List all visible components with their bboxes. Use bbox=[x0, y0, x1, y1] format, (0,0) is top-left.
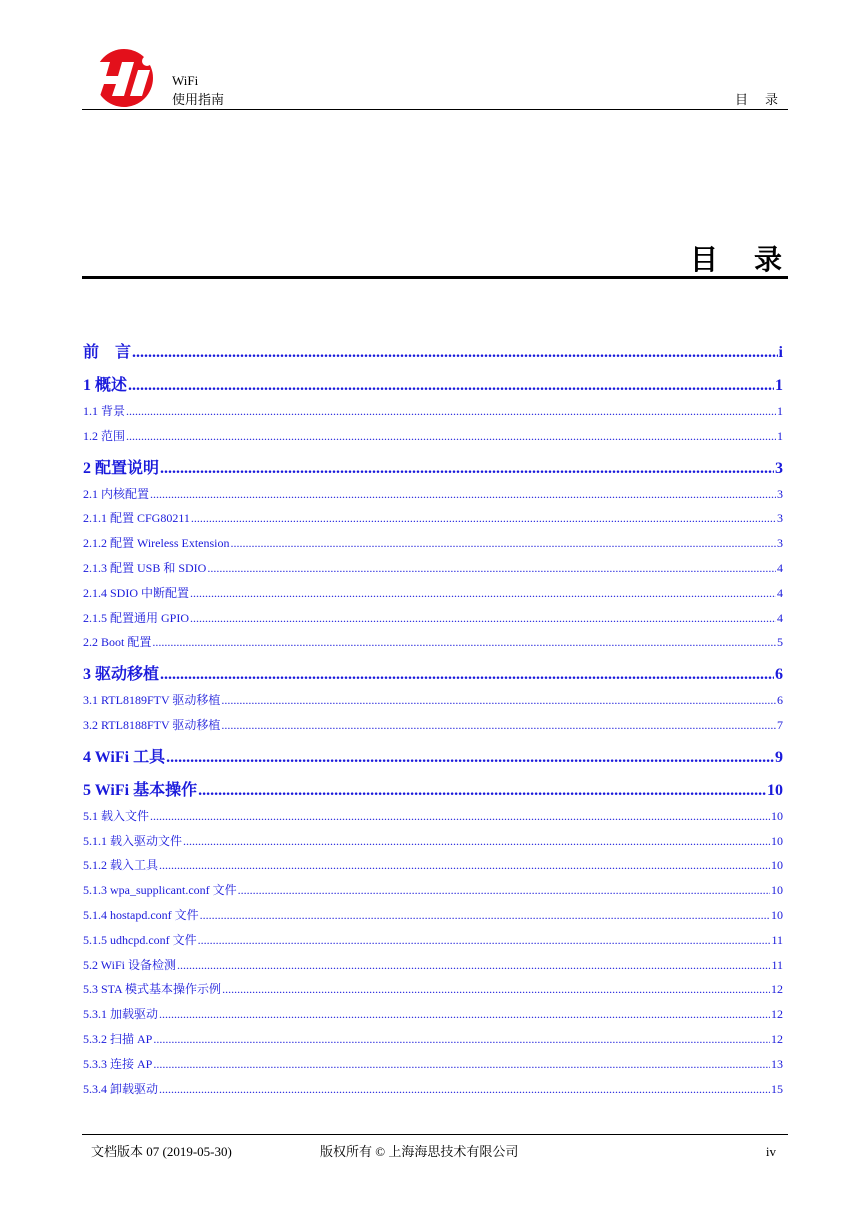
toc-entry-page: 5 bbox=[777, 635, 783, 650]
toc-dot-leader bbox=[198, 778, 766, 804]
toc-entry-page: 6 bbox=[777, 693, 783, 708]
toc-entry-page: 10 bbox=[767, 781, 783, 799]
toc-entry-page: 12 bbox=[771, 1007, 783, 1022]
toc-section-link[interactable] bbox=[83, 688, 783, 713]
toc-section-link[interactable] bbox=[83, 903, 783, 928]
toc-entry-page: 10 bbox=[771, 883, 783, 898]
page-title: 目 录 bbox=[689, 243, 786, 276]
toc-entry-page: 12 bbox=[771, 1031, 783, 1046]
toc-dot-leader bbox=[160, 456, 774, 482]
toc-section-link[interactable] bbox=[83, 928, 783, 953]
toc-chapter-link[interactable] bbox=[83, 662, 783, 688]
toc-dot-leader bbox=[177, 953, 770, 978]
footer-page-number: iv bbox=[765, 1144, 776, 1159]
toc-entry-page: 11 bbox=[771, 932, 783, 947]
toc-dot-leader bbox=[132, 340, 778, 366]
toc-chapter-link[interactable] bbox=[83, 373, 783, 399]
toc-dot-leader bbox=[190, 606, 776, 631]
toc-entry-page: 1 bbox=[777, 404, 783, 418]
toc-section-link[interactable] bbox=[83, 399, 783, 424]
toc-dot-leader bbox=[221, 713, 776, 738]
toc-dot-leader bbox=[191, 506, 776, 531]
toc-entry-page: 15 bbox=[771, 1081, 783, 1096]
toc-entry-page: 10 bbox=[771, 833, 783, 848]
toc-entry-page: 1 bbox=[777, 428, 783, 443]
toc-entry-page: 12 bbox=[771, 982, 783, 997]
toc-entry-title: 2.1.1 配置 CFG80211 bbox=[83, 511, 190, 526]
toc-entry-page: 3 bbox=[777, 511, 783, 526]
toc-entry-title: 5.3.4 卸载驱动 bbox=[83, 1081, 159, 1096]
toc-entry-page: 7 bbox=[777, 717, 783, 732]
toc-entry-title: 1.2 范围 bbox=[83, 428, 126, 443]
toc-entry-page: 3 bbox=[777, 486, 783, 501]
toc-entry-page: i bbox=[778, 344, 783, 361]
toc-entry-title: 1 概述 bbox=[83, 377, 128, 394]
toc-dot-leader bbox=[222, 977, 770, 1002]
toc-section-link[interactable] bbox=[83, 953, 783, 978]
page-header bbox=[82, 40, 788, 112]
toc-dot-leader bbox=[128, 373, 774, 399]
toc-chapter-link[interactable] bbox=[83, 745, 783, 771]
toc-entry-title: 5.3.2 扫描 AP bbox=[83, 1031, 153, 1046]
toc-section-link[interactable] bbox=[83, 1077, 783, 1102]
toc-entry-title: 5.1.3 wpa_supplicant.conf 文件 bbox=[83, 883, 237, 898]
toc-entry-title: 5.1.2 载入工具 bbox=[83, 858, 159, 873]
toc-dot-leader bbox=[221, 688, 776, 713]
toc-section-link[interactable] bbox=[83, 482, 783, 507]
toc-entry-title: 2.1.4 SDIO 中断配置 bbox=[83, 585, 190, 600]
toc-chapter-link[interactable] bbox=[83, 456, 783, 482]
toc-entry-page: 1 bbox=[775, 377, 783, 394]
toc-section-link[interactable] bbox=[83, 829, 783, 854]
header-doc-name: 使用指南 bbox=[172, 92, 225, 107]
toc-dot-leader bbox=[200, 903, 770, 928]
toc-entry-page: 10 bbox=[771, 858, 783, 873]
toc-entry-title: 5.1.1 载入驱动文件 bbox=[83, 833, 183, 848]
toc-section-link[interactable] bbox=[83, 630, 783, 655]
toc-dot-leader bbox=[238, 878, 770, 903]
footer-version: 文档版本 07 (2019-05-30) bbox=[91, 1144, 232, 1159]
toc-dot-leader bbox=[150, 482, 776, 507]
toc-section-link[interactable] bbox=[83, 878, 783, 903]
toc-entry-title: 前 言 bbox=[83, 344, 132, 361]
toc-entry-title: 2.2 Boot 配置 bbox=[83, 635, 152, 650]
toc-entry-page: 9 bbox=[775, 748, 783, 766]
header-section: 目 录 bbox=[734, 92, 780, 107]
toc-dot-leader bbox=[231, 531, 777, 556]
toc-dot-leader bbox=[126, 424, 776, 449]
toc-dot-leader bbox=[159, 1002, 770, 1027]
toc-entry-page: 10 bbox=[771, 907, 783, 922]
toc-dot-leader bbox=[190, 581, 776, 606]
toc-entry-title: 2.1.5 配置通用 GPIO bbox=[83, 610, 190, 625]
hisilicon-logo bbox=[88, 46, 156, 110]
toc-dot-leader bbox=[207, 556, 776, 581]
toc-entry-title: 5.3.3 连接 AP bbox=[83, 1056, 153, 1071]
toc-entry-title: 3.1 RTL8189FTV 驱动移植 bbox=[83, 693, 221, 708]
toc-chapter-link[interactable] bbox=[83, 778, 783, 804]
table-of-contents bbox=[83, 333, 783, 1101]
toc-entry-page: 4 bbox=[777, 585, 783, 600]
toc-dot-leader bbox=[198, 928, 771, 953]
toc-dot-leader bbox=[152, 630, 776, 655]
toc-entry-title: 2 配置说明 bbox=[83, 459, 160, 477]
toc-entry-title: 5.1 载入文件 bbox=[83, 808, 150, 823]
toc-entry-title: 2.1.2 配置 Wireless Extension bbox=[83, 536, 230, 551]
toc-section-link[interactable] bbox=[83, 713, 783, 738]
toc-chapter-link[interactable] bbox=[83, 340, 783, 366]
toc-entry-page: 4 bbox=[777, 610, 783, 625]
toc-section-link[interactable] bbox=[83, 606, 783, 631]
toc-section-link[interactable] bbox=[83, 506, 783, 531]
toc-entry-title: 5.3.1 加载驱动 bbox=[83, 1007, 159, 1022]
toc-dot-leader bbox=[183, 829, 770, 854]
toc-section-link[interactable] bbox=[83, 556, 783, 581]
toc-section-link[interactable] bbox=[83, 531, 783, 556]
toc-entry-title: 5.1.4 hostapd.conf 文件 bbox=[83, 907, 199, 922]
toc-dot-leader bbox=[159, 1077, 770, 1102]
toc-section-link[interactable] bbox=[83, 1002, 783, 1027]
toc-entry-title: 5.1.5 udhcpd.conf 文件 bbox=[83, 932, 197, 947]
toc-section-link[interactable] bbox=[83, 977, 783, 1002]
title-divider bbox=[82, 276, 788, 279]
toc-entry-page: 3 bbox=[777, 536, 783, 551]
toc-dot-leader bbox=[126, 399, 776, 424]
toc-dot-leader bbox=[150, 804, 770, 829]
toc-entry-title: 3 驱动移植 bbox=[83, 666, 160, 684]
toc-entry-page: 4 bbox=[777, 560, 783, 575]
toc-entry-page: 3 bbox=[775, 459, 783, 477]
toc-entry-title: 1.1 背景 bbox=[83, 404, 126, 418]
toc-entry-page: 10 bbox=[771, 808, 783, 823]
toc-entry-title: 2.1 内核配置 bbox=[83, 486, 150, 501]
toc-entry-title: 3.2 RTL8188FTV 驱动移植 bbox=[83, 717, 221, 732]
toc-section-link[interactable] bbox=[83, 1027, 783, 1052]
toc-dot-leader bbox=[153, 1027, 770, 1052]
toc-entry-title: 5.3 STA 模式基本操作示例 bbox=[83, 982, 222, 997]
toc-dot-leader bbox=[159, 853, 770, 878]
toc-entry-page: 11 bbox=[771, 957, 783, 972]
footer-divider bbox=[82, 1134, 788, 1135]
footer-copyright: 版权所有 © 上海海思技术有限公司 bbox=[320, 1144, 519, 1159]
toc-entry-title: 5 WiFi 基本操作 bbox=[83, 781, 198, 799]
toc-entry-title: 4 WiFi 工具 bbox=[83, 748, 166, 766]
toc-entry-page: 6 bbox=[775, 666, 783, 684]
toc-section-link[interactable] bbox=[83, 853, 783, 878]
toc-section-link[interactable] bbox=[83, 581, 783, 606]
header-product: WiFi bbox=[172, 73, 199, 88]
toc-entry-title: 5.2 WiFi 设备检测 bbox=[83, 957, 176, 972]
toc-section-link[interactable] bbox=[83, 424, 783, 449]
toc-section-link[interactable] bbox=[83, 1052, 783, 1077]
toc-dot-leader bbox=[153, 1052, 770, 1077]
toc-section-link[interactable] bbox=[83, 804, 783, 829]
toc-entry-title: 2.1.3 配置 USB 和 SDIO bbox=[83, 560, 207, 575]
toc-dot-leader bbox=[160, 662, 774, 688]
toc-dot-leader bbox=[166, 745, 774, 771]
header-divider bbox=[82, 109, 788, 110]
toc-entry-page: 13 bbox=[771, 1056, 783, 1071]
